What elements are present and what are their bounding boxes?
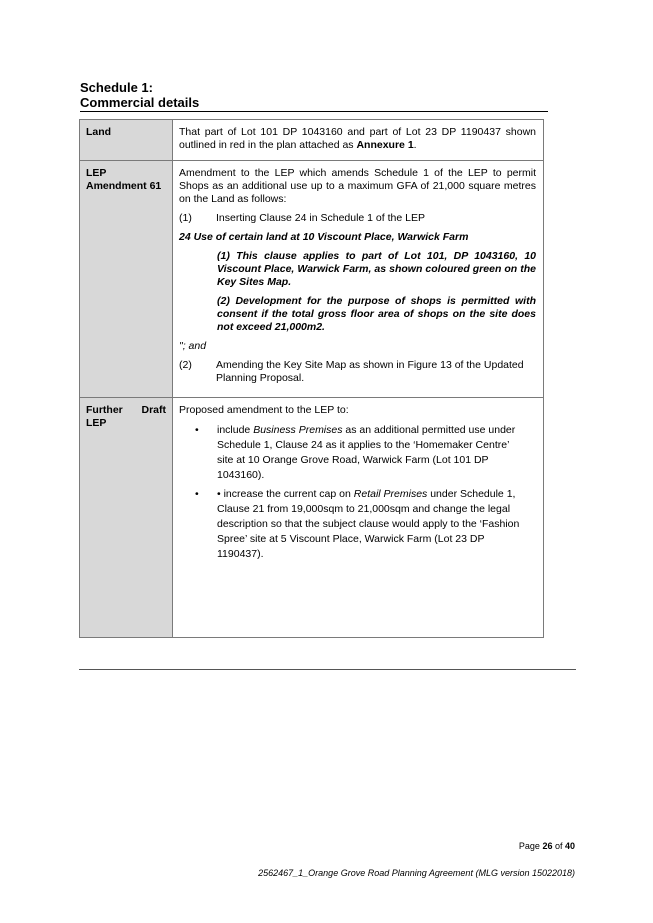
- clause-subclause: (1) This clause applies to part of Lot 101, DP 1043160, 10 Viscount Place, Warwick Farm, as shown coloured green on the Key Sites Map.: [217, 250, 536, 288]
- item-text: Inserting Clause 24 in Schedule 1 of the LEP: [216, 212, 425, 224]
- page-of: of: [552, 841, 565, 851]
- bullet-item: [195, 487, 536, 562]
- text-run: include: [217, 424, 254, 436]
- item-number: (2): [179, 359, 192, 371]
- schedule-heading: [80, 80, 548, 112]
- page-number: [519, 841, 575, 851]
- bullet-text: [217, 487, 536, 562]
- clause-subclause: (2) Development for the purpose of shops is permitted with consent if the total gross floor area of shops on the site does not exceed 21,000m2.: [217, 295, 536, 333]
- label-line: [86, 404, 166, 417]
- commercial-details-table: [79, 119, 544, 638]
- row-content-lep: [173, 161, 544, 398]
- lep-intro: Amendment to the LEP which amends Schedule 1 of the LEP to permit Shops as an additional use up to a maximum GFA of 21,000 square metres on the Land as follows:: [179, 167, 536, 205]
- label-line: Amendment 61: [86, 180, 162, 192]
- page-label: Page: [518, 841, 543, 851]
- footer-divider: [79, 669, 576, 670]
- table-row-lep: [80, 161, 544, 398]
- label-line: LEP: [86, 167, 107, 179]
- row-label-lep: [80, 161, 173, 398]
- label-word: Further: [86, 404, 123, 416]
- row-label-land: [80, 120, 173, 161]
- label-word: Draft: [141, 404, 166, 416]
- row-content-further-draft-lep: [173, 398, 544, 638]
- row-content-land: [173, 120, 544, 161]
- clause-heading: 24 Use of certain land at 10 Viscount Place, Warwick Farm: [179, 231, 469, 243]
- page-current: 26: [542, 841, 553, 851]
- land-text: That part of Lot 101 DP 1043160 and part of Lot 23 DP 1190437 shown outlined in red in the plan attached as: [179, 126, 536, 151]
- page-total: 40: [564, 841, 575, 851]
- annexure-ref: Annexure 1: [356, 139, 414, 151]
- text-run-italic: Retail Premises: [353, 488, 428, 500]
- text-run: as an additional permitted use under Schedule 1, Clause 24 as it applies to the ‘Homemaker Centre’ site at 10 Orange Grove Road, Warwick Farm (Lot 101 DP 1043160).: [217, 424, 516, 481]
- text-run-italic: Business Premises: [253, 424, 343, 436]
- further-intro: Proposed amendment to the LEP to:: [179, 404, 349, 416]
- table-row-further-draft-lep: [80, 398, 544, 638]
- document-footer: 2562467_1_Orange Grove Road Planning Agreement (MLG version 15022018): [258, 868, 575, 878]
- item-number: (1): [179, 212, 192, 224]
- text-run: under Schedule 1, Clause 21 from 19,000sqm to 21,000sqm and change the legal description so that the subject clause would apply to the ‘Fashion Spree’ site at 5 Viscount Place, Warwick Farm (Lot 23 DP 1190437).: [217, 488, 520, 560]
- numbered-item: [179, 212, 536, 225]
- bullet-item: [195, 423, 536, 483]
- and-text: "; and: [179, 340, 207, 352]
- item-text: Amending the Key Site Map as shown in Figure 13 of the Updated Planning Proposal.: [216, 359, 524, 384]
- text-run: • increase the current cap on: [217, 488, 354, 500]
- schedule-subtitle: Commercial details: [80, 95, 200, 110]
- row-label-further-draft-lep: [80, 398, 173, 638]
- bullet-icon: •: [195, 424, 199, 436]
- label-line: LEP: [86, 417, 107, 429]
- numbered-item: [179, 359, 536, 385]
- bullet-text: [217, 423, 536, 483]
- table-row-land: [80, 120, 544, 161]
- label-text: Land: [86, 126, 112, 138]
- bullet-icon: •: [195, 488, 199, 500]
- land-text-end: .: [413, 139, 417, 151]
- schedule-title: Schedule 1:: [80, 80, 153, 95]
